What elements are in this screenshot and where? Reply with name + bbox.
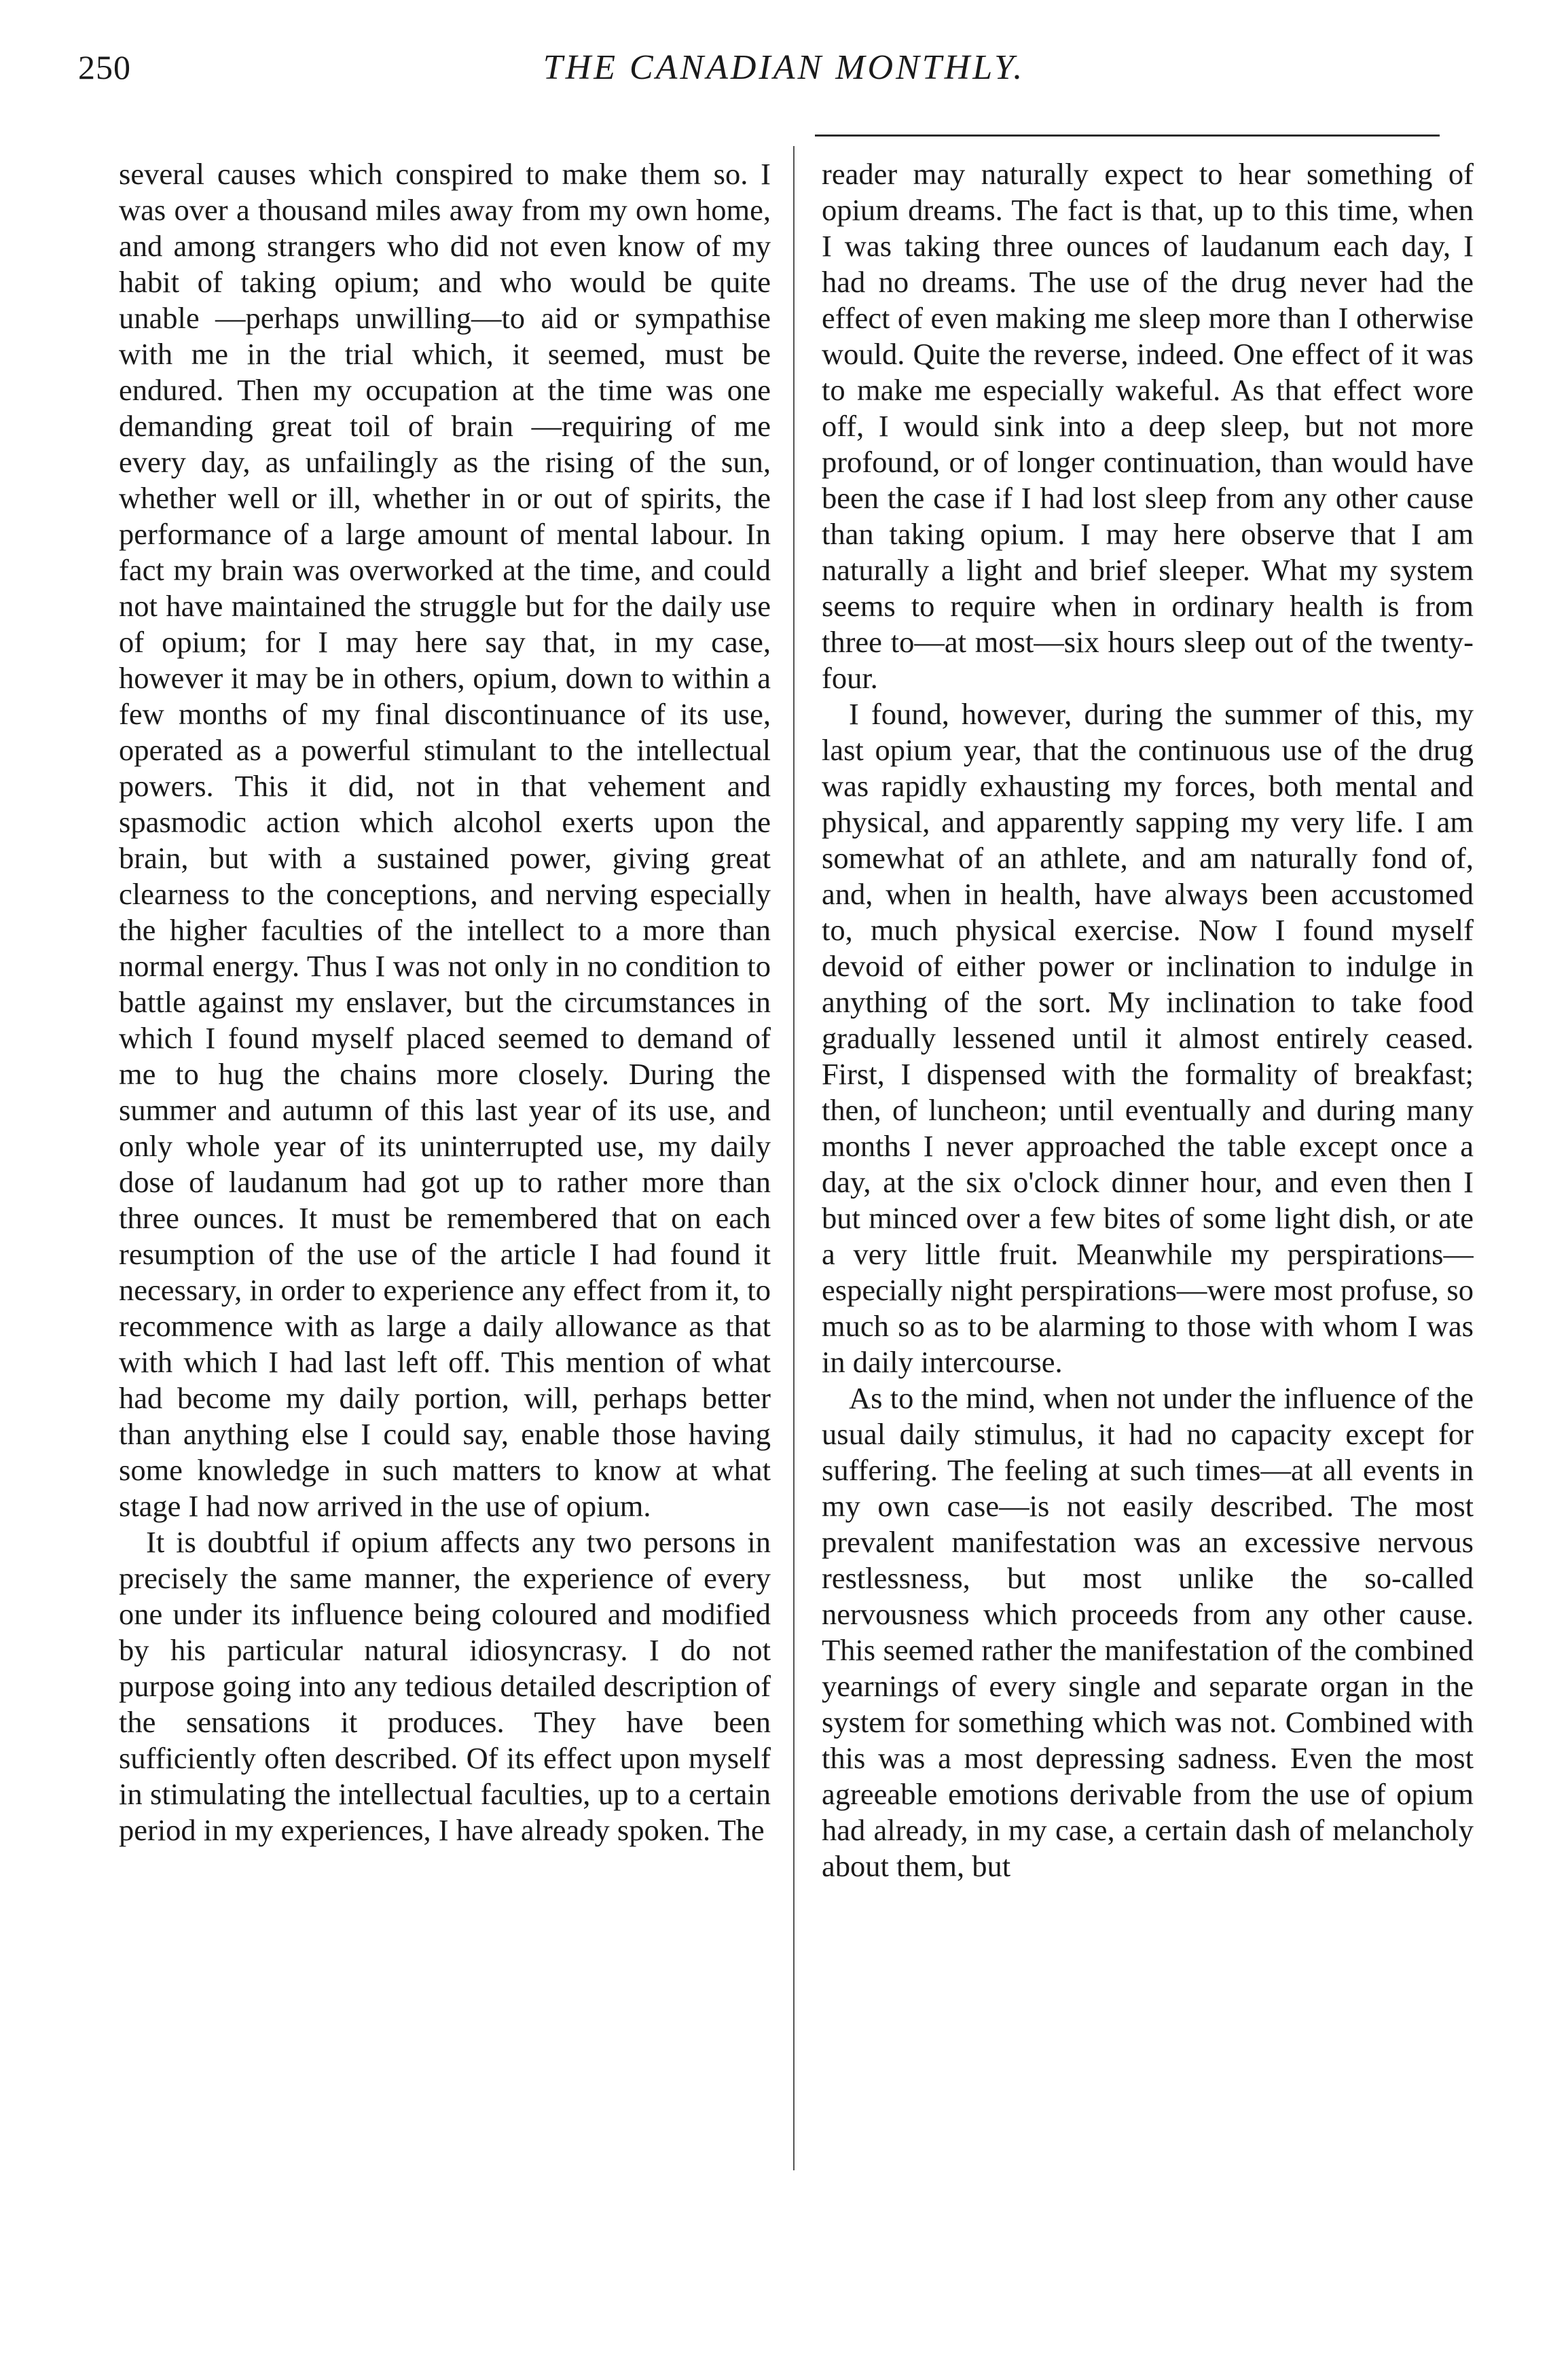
left-column (119, 156, 771, 2228)
left-paragraph-1: several causes which conspired to make them so. I was over a thousand miles away from my own home, and among strangers who did not even know of my habit of taking opium; and who would be quite unable —perhaps unwilling—to aid or sympathise with me in the trial which, it seemed, must be endured. Then my occupation at the time was one demanding great toil of brain —requiring of me every day, as unfailingly as the rising of the sun, whether well or ill, whether in or out of spirits, the performance of a large amount of mental labour. In fact my brain was overworked at the time, and could not have maintained the struggle but for the daily use of opium; for I may here say that, in my case, however it may be in others, opium, down to within a few months of my final discontinuance of its use, operated as a powerful stimulant to the intellectual powers. This it did, not in that vehement and spasmodic action which alcohol exerts upon the brain, but with a sustained power, giving great clearness to the conceptions, and nerving especially the higher faculties of the intellect to a more than normal energy. Thus I was not only in no condition to battle against my enslaver, but the circumstances in which I found myself placed seemed to demand of me to hug the chains more closely. During the summer and autumn of this last year of its use, and only whole year of its uninterrupted use, my daily dose of laudanum had got up to rather more than three ounces. It must be remembered that on each resumption of the use of the article I had found it necessary, in order to experience any effect from it, to recommence with as large a daily allowance as that with which I had last left off. This mention of what had become my daily portion, will, perhaps better than anything else I could say, enable those having some knowledge in such matters to know at what stage I had now arrived in the use of opium. (119, 157, 771, 1523)
header-rule (815, 134, 1440, 137)
right-paragraph-2: I found, however, during the summer of this, my last opium year, that the continuous use of the drug was rapidly exhausting my forces, both mental and physical, and apparently sapping my very life. I am somewhat of an athlete, and am naturally fond of, and, when in health, have always been accustomed to, much physical exercise. Now I found myself devoid of either power or inclination to indulge in anything of the sort. My inclination to take food gradually lessened until it almost entirely ceased. First, I dispensed with the formality of breakfast; then, of luncheon; until eventually and during many months I never approached the table except once a day, at the six o'clock dinner hour, and even then I but minced over a few bites of some light dish, or ate a very little fruit. Meanwhile my perspirations—especially night perspirations—were most profuse, so much so as to be alarming to those with whom I was in daily intercourse. (822, 697, 1474, 1379)
right-column (822, 156, 1474, 2228)
left-paragraph-2: It is doubtful if opium affects any two persons in precisely the same manner, the experience of every one under its influence being coloured and modified by his particular natural idiosyncrasy. I do not purpose going into any tedious detailed description of the sensations it produces. They have been sufficiently often described. Of its effect upon myself in stimulating the intellectual faculties, up to a certain period in my experiences, I have already spoken. The (119, 1525, 771, 1847)
right-paragraph-3: As to the mind, when not under the influence of the usual daily stimulus, it had no capacity except for suffering. The feeling at such times—at all events in my own case—is not easily described. The most prevalent manifestation was an excessive nervous restlessness, but most unlike the so-called nervousness which proceeds from any other cause. This seemed rather the manifestation of the combined yearnings of every single and separate organ in the system for something which was not. Combined with this was a most depressing sadness. Even the most agreeable emotions derivable from the use of opium had already, in my case, a certain dash of melancholy about them, but (822, 1381, 1474, 1883)
column-divider (793, 146, 795, 2170)
right-paragraph-1: reader may naturally expect to hear something of opium dreams. The fact is that, up to this time, when I was taking three ounces of laudanum each day, I had no dreams. The use of the drug never had the effect of even making me sleep more than I otherwise would. Quite the reverse, indeed. One effect of it was to make me especially wakeful. As that effect wore off, I would sink into a deep sleep, but not more profound, or of longer continuation, than would have been the case if I had lost sleep from any other cause than taking opium. I may here observe that I am naturally a light and brief sleeper. What my system seems to require when in ordinary health is from three to—at most—six hours sleep out of the twenty-four. (822, 157, 1474, 695)
page-header (0, 41, 1568, 109)
running-title: THE CANADIAN MONTHLY. (543, 48, 1025, 87)
page-number: 250 (78, 48, 131, 86)
